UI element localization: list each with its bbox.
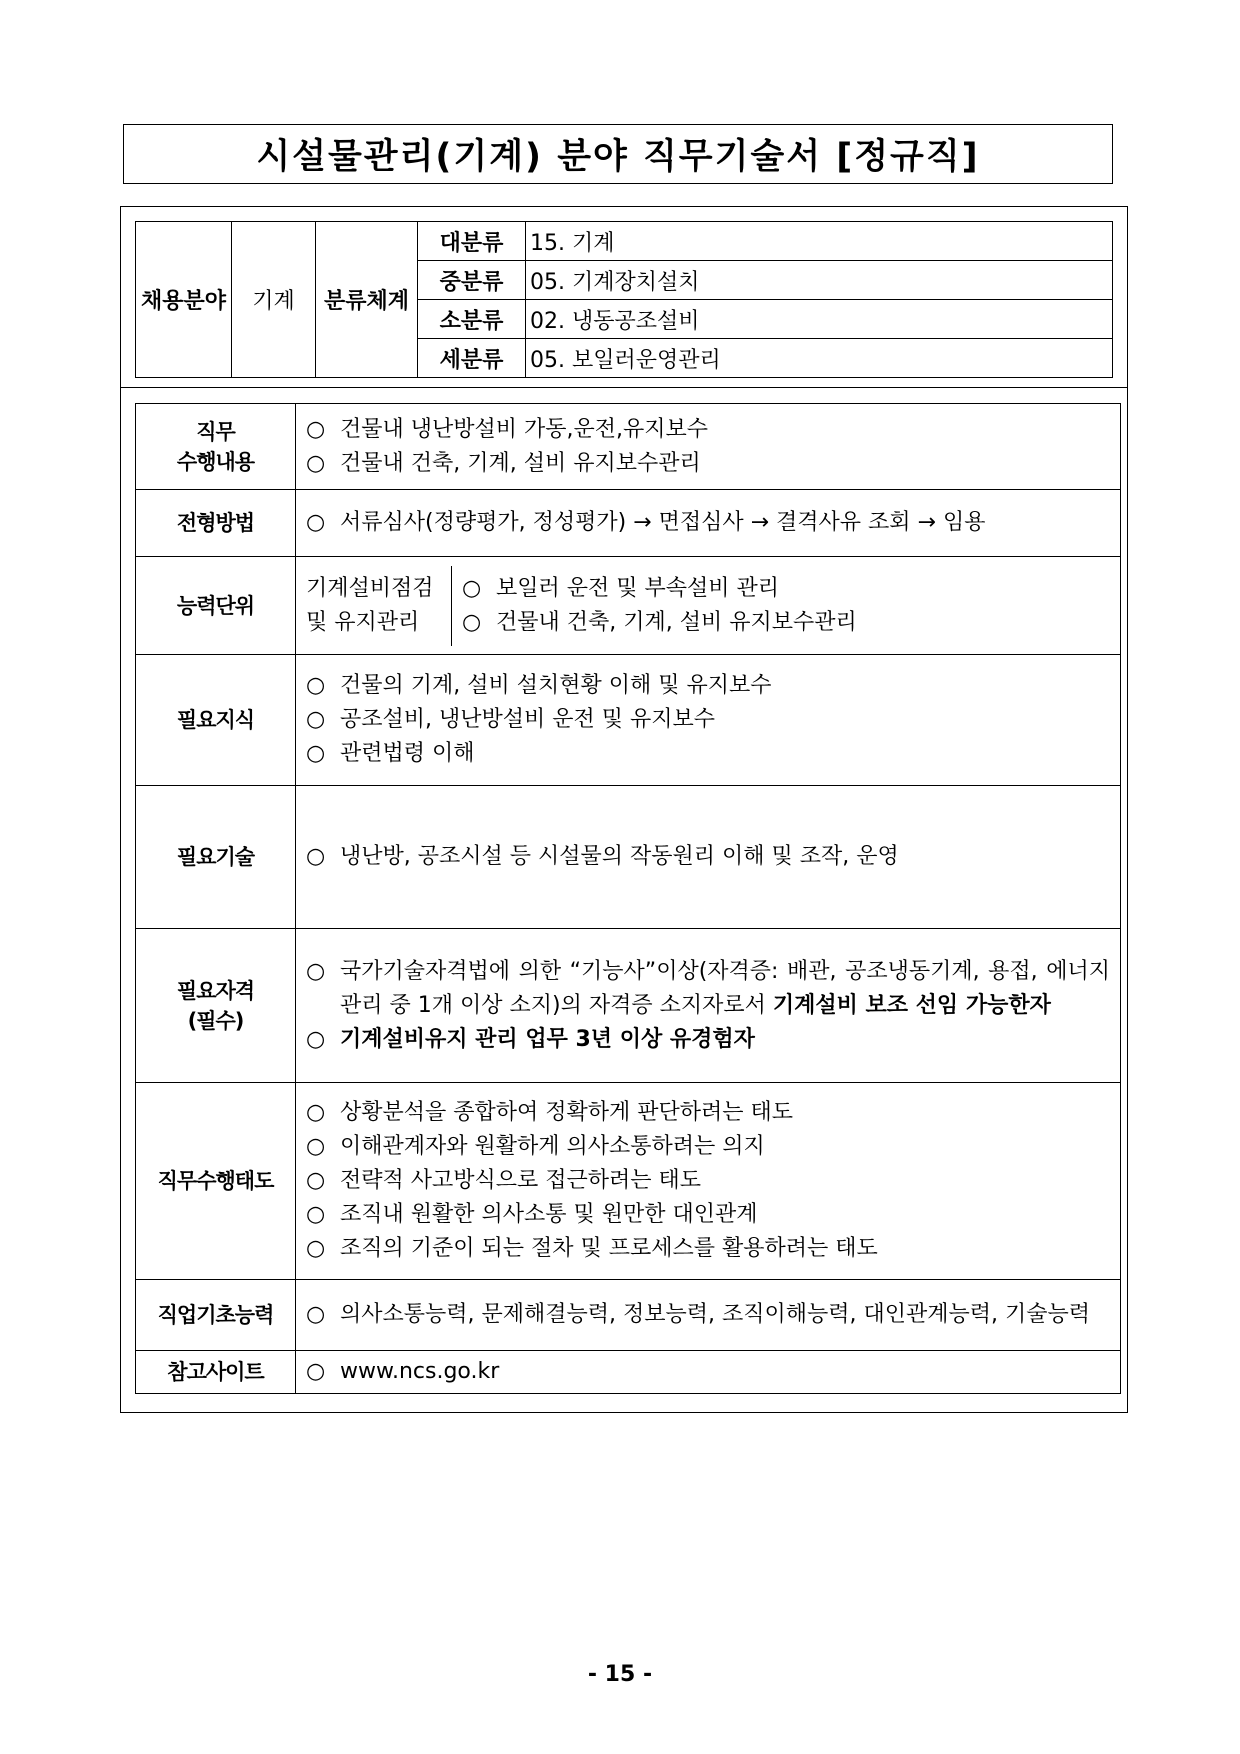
qualification-item-2: 기계설비유지 관리 업무 3년 이상 유경험자: [340, 1026, 755, 1052]
list-item: [306, 669, 1110, 703]
competency-unit-line1: 기계설비점검: [306, 575, 434, 601]
skill-label: 필요기술: [136, 786, 296, 929]
attitude-item-2: 이해관계자와 원활하게 의사소통하려는 의지: [340, 1134, 765, 1159]
selection-label: 전형방법: [136, 490, 296, 557]
duty-content: [296, 404, 1121, 490]
reference-site-label: 참고사이트: [136, 1351, 296, 1394]
circle-bullet-icon: ○: [306, 741, 326, 766]
qualification-row: [136, 929, 1121, 1083]
attitude-item-3: 전략적 사고방식으로 접근하려는 태도: [340, 1168, 702, 1193]
qualification-label-line2: (필수): [187, 1008, 244, 1033]
reference-site-row: [136, 1351, 1121, 1394]
duty-item-2: 건물내 건축, 기계, 설비 유지보수관리: [340, 450, 701, 476]
competency-row: [136, 557, 1121, 655]
knowledge-content: [296, 655, 1121, 786]
classification-table: [135, 221, 1113, 378]
qualification-item-1-text: 국가기술자격법에 의한 “기능사”이상(자격증: 배관, 공조냉동기계, 용접, 에너지관리 중 1개 이상 소지)의 자격증 소지자로서: [340, 958, 1110, 1018]
competency-content: [296, 557, 1121, 655]
list-item: [462, 606, 1110, 640]
attitude-item-4: 조직내 원활한 의사소통 및 원만한 대인관계: [340, 1202, 758, 1227]
job-description-table: [135, 403, 1121, 1394]
circle-bullet-icon: ○: [306, 844, 326, 869]
duty-row: [136, 404, 1121, 490]
circle-bullet-icon: ○: [462, 609, 482, 635]
attitude-label: 직무수행태도: [136, 1083, 296, 1280]
list-item: [306, 1198, 1110, 1232]
page-number: - 15 -: [587, 1662, 653, 1687]
knowledge-item-1: 건물의 기계, 설비 설치현황 이해 및 유지보수: [340, 673, 772, 698]
circle-bullet-icon: ○: [306, 1026, 326, 1052]
circle-bullet-icon: ○: [306, 707, 326, 732]
selection-row: [136, 490, 1121, 557]
list-item: [462, 572, 1110, 606]
list-item: [306, 1355, 1110, 1389]
attitude-row: [136, 1083, 1121, 1280]
knowledge-label: 필요지식: [136, 655, 296, 786]
circle-bullet-icon: ○: [306, 450, 326, 476]
minor-category-label: 소분류: [418, 300, 526, 339]
duty-item-1: 건물내 냉난방설비 가동,운전,유지보수: [340, 416, 709, 442]
knowledge-item-3: 관련법령 이해: [340, 741, 475, 766]
qualification-label: [136, 929, 296, 1083]
middle-category-label: 중분류: [418, 261, 526, 300]
attitude-item-1: 상황분석을 종합하여 정확하게 판단하려는 태도: [340, 1100, 794, 1125]
circle-bullet-icon: ○: [306, 1134, 326, 1159]
duty-label: [136, 404, 296, 490]
list-item: [306, 413, 1110, 447]
selection-content: [296, 490, 1121, 557]
major-category-label: 대분류: [418, 222, 526, 261]
skill-row: [136, 786, 1121, 929]
list-item: [306, 840, 1110, 874]
qualification-item-1-emphasis: 기계설비 보조 선임 가능한자: [772, 992, 1051, 1018]
sub-category-label: 세분류: [418, 339, 526, 378]
competency-unit: [296, 566, 452, 646]
circle-bullet-icon: ○: [306, 1359, 326, 1384]
middle-category-value: 05. 기계장치설치: [526, 261, 1113, 300]
system-label: 분류체계: [316, 222, 418, 378]
list-item: [306, 1096, 1110, 1130]
circle-bullet-icon: ○: [306, 1100, 326, 1125]
qualification-content: [296, 929, 1121, 1083]
job-description-frame: [120, 206, 1128, 1413]
knowledge-row: [136, 655, 1121, 786]
sub-category-value: 05. 보일러운영관리: [526, 339, 1113, 378]
list-item: [306, 1164, 1110, 1198]
qualification-label-line1: 필요자격: [176, 978, 255, 1003]
circle-bullet-icon: ○: [306, 416, 326, 442]
selection-item-1: 서류심사(정량평가, 정성평가) → 면접심사 → 결격사유 조회 → 임용: [340, 510, 986, 535]
list-item: [306, 1232, 1110, 1266]
basic-competency-item-1: 의사소통능력, 문제해결능력, 정보능력, 조직이해능력, 대인관계능력, 기술능력: [340, 1302, 1090, 1327]
duty-label-line2: 수행내용: [176, 449, 255, 474]
reference-site-url: www.ncs.go.kr: [340, 1359, 500, 1384]
basic-competency-row: [136, 1280, 1121, 1351]
competency-item-1: 보일러 운전 및 부속설비 관리: [496, 575, 779, 601]
basic-competency-content: [296, 1280, 1121, 1351]
major-category-value: 15. 기계: [526, 222, 1113, 261]
document-title-box: [123, 124, 1113, 184]
circle-bullet-icon: ○: [306, 1202, 326, 1227]
list-item: [306, 703, 1110, 737]
field-label: 채용분야: [136, 222, 232, 378]
list-item: [306, 506, 1110, 540]
circle-bullet-icon: ○: [306, 1168, 326, 1193]
circle-bullet-icon: ○: [306, 673, 326, 698]
circle-bullet-icon: ○: [306, 510, 326, 535]
basic-competency-label: 직업기초능력: [136, 1280, 296, 1351]
circle-bullet-icon: ○: [306, 1302, 326, 1327]
skill-content: [296, 786, 1121, 929]
circle-bullet-icon: ○: [306, 1236, 326, 1261]
competency-item-2: 건물내 건축, 기계, 설비 유지보수관리: [496, 609, 857, 635]
minor-category-value: 02. 냉동공조설비: [526, 300, 1113, 339]
attitude-content: [296, 1083, 1121, 1280]
list-item: [306, 955, 1110, 1023]
reference-site-content: [296, 1351, 1121, 1394]
competency-inner-table: [296, 566, 1120, 646]
skill-item-1: 냉난방, 공조시설 등 시설물의 작동원리 이해 및 조작, 운영: [340, 844, 899, 869]
circle-bullet-icon: ○: [462, 575, 482, 601]
field-value: 기계: [232, 222, 316, 378]
list-item: [306, 1130, 1110, 1164]
list-item: [306, 1298, 1110, 1332]
circle-bullet-icon: ○: [306, 958, 326, 984]
competency-items: [452, 566, 1121, 646]
competency-unit-line2: 및 유지관리: [306, 609, 420, 635]
section-divider: [121, 387, 1127, 388]
knowledge-item-2: 공조설비, 냉난방설비 운전 및 유지보수: [340, 707, 715, 732]
document-title: 시설물관리(기계) 분야 직무기술서 [정규직]: [256, 137, 980, 177]
attitude-item-5: 조직의 기준이 되는 절차 및 프로세스를 활용하려는 태도: [340, 1236, 878, 1261]
duty-label-line1: 직무: [196, 419, 235, 444]
competency-label: 능력단위: [136, 557, 296, 655]
list-item: [306, 737, 1110, 771]
list-item: [306, 447, 1110, 481]
list-item: [306, 1023, 1110, 1057]
